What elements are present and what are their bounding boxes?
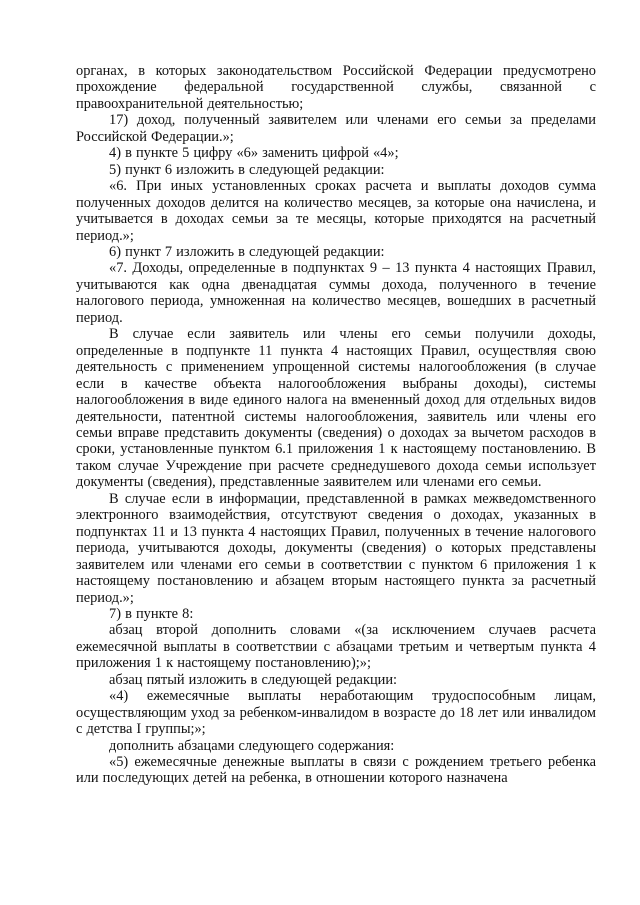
paragraph: «5) ежемесячные денежные выплаты в связи с рождением третьего ребенка или последующих детей на ребенка, в отношении которого назначена <box>76 754 596 787</box>
paragraph: 5) пункт 6 изложить в следующей редакции: <box>109 161 385 178</box>
paragraph: «7. Доходы, определенные в подпунктах 9 – 13 пункта 4 настоящих Правил, учитываются как одна двенадцатая суммы дохода, полученного в течение налогового периода, умноженная на количество месяцев, вошедших в расчетный период. <box>76 260 596 326</box>
paragraph: 6) пункт 7 изложить в следующей редакции: <box>109 243 385 260</box>
paragraph: 17) доход, полученный заявителем или членами его семьи за пределами Российской Федерации.»; <box>76 112 596 145</box>
paragraph: «4) ежемесячные выплаты неработающим трудоспособным лицам, осуществляющим уход за ребенком-инвалидом в возрасте до 18 лет или инвалидом с детства I группы;»; <box>76 688 596 738</box>
paragraph: 4) в пункте 5 цифру «6» заменить цифрой «4»; <box>109 145 399 162</box>
paragraph: абзац второй дополнить словами «(за исключением случаев расчета ежемесячной выплаты в соответствии с абзацами третьим и четвертым пункта 4 приложения 1 к настоящему постановлению);»; <box>76 622 596 672</box>
paragraph: «6. При иных установленных сроках расчета и выплаты доходов сумма полученных доходов делится на количество месяцев, за которые она начислена, и учитывается в доходах семьи за те месяцы, которые приходятся на расчетный период.»; <box>76 178 596 244</box>
paragraph: 7) в пункте 8: <box>109 605 194 622</box>
paragraph: органах, в которых законодательством Российской Федерации предусмотрено прохождение федеральной государственной службы, связанной с правоохранительной деятельностью; <box>76 63 596 112</box>
paragraph: дополнить абзацами следующего содержания: <box>109 737 395 754</box>
document-page <box>76 63 596 787</box>
paragraph: В случае если в информации, представленной в рамках межведомственного электронного взаимодействия, отсутствуют сведения о доходах, указанных в подпунктах 11 и 13 пункта 4 настоящих Правил, полученных в течение налогового периода, учитываются доходы, документы (сведения) о которых представлены заявителем или членами его семьи в соответствии с пунктом 6 приложения 1 к настоящему постановлению и абзацем вторым настоящего пункта за расчетный период.»; <box>76 490 596 606</box>
paragraph: абзац пятый изложить в следующей редакции: <box>109 671 398 688</box>
paragraph: В случае если заявитель или члены его семьи получили доходы, определенные в подпункте 11 пункта 4 настоящих Правил, осуществляя свою деятельность с применением упрощенной системы налогообложения (в случае если в качестве объекта налогообложения выбраны доходы), системы налогообложения в виде единого налога на вмененный доход для отдельных видов деятельности, патентной системы налогообложения, заявитель или члены его семьи вправе представить документы (сведения) о доходах за вычетом расходов в сроки, установленные пунктом 6.1 приложения 1 к настоящему постановлению. В таком случае Учреждение при расчете среднедушевого дохода семьи использует документы (сведения), представленные заявителем или членами его семьи. <box>76 326 596 491</box>
